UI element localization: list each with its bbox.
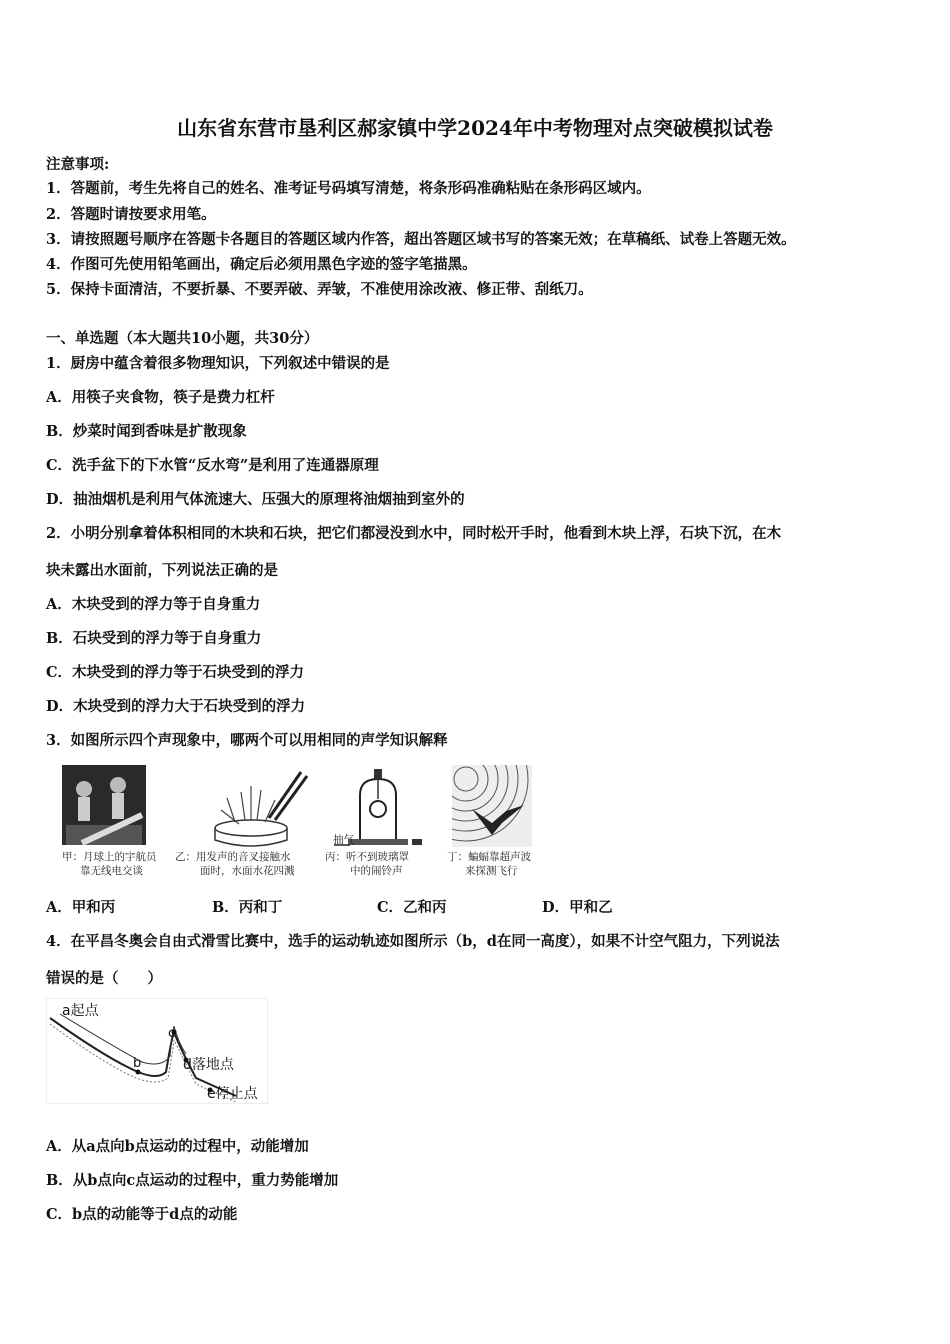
- q2-option-a: A．木块受到的浮力等于自身重力: [46, 596, 261, 613]
- q2-option-c: C．木块受到的浮力等于石块受到的浮力: [46, 664, 305, 681]
- q1-stem: 1．厨房中蕴含着很多物理知识，下列叙述中错误的是: [46, 355, 390, 372]
- astronauts-figure: [62, 765, 146, 845]
- q3-stem: 3．如图所示四个声现象中，哪两个可以用相同的声学知识解释: [46, 732, 448, 749]
- notice-item: 3．请按照题号顺序在答题卡各题目的答题区域内作答，超出答题区域书写的答案无效；在草稿纸、试卷上答题无效。: [46, 231, 796, 248]
- point-a-label: a起点: [62, 1003, 99, 1019]
- point-b-label: b: [133, 1056, 142, 1071]
- q2-option-d: D．木块受到的浮力大于石块受到的浮力: [46, 698, 306, 715]
- q1-option-c: C．洗手盆下的下水管“反水弯”是利用了连通器原理: [46, 457, 379, 474]
- point-e-label: e停止点: [207, 1086, 258, 1102]
- tuning-fork-figure: [205, 762, 315, 848]
- figure-caption: 面时，水面水花四溅: [200, 865, 295, 877]
- figure-caption: 靠无线电交谈: [80, 865, 143, 877]
- figure-caption: 乙：用发声的音叉接触水: [175, 851, 291, 863]
- q4-option-c: C．b点的动能等于d点的动能: [46, 1206, 238, 1223]
- bat-figure: [452, 765, 532, 847]
- notice-item: 4．作图可先使用铅笔画出，确定后必须用黑色字迹的签字笔描黑。: [46, 256, 477, 273]
- q4-option-b: B．从b点向c点运动的过程中，重力势能增加: [46, 1172, 339, 1189]
- section-heading: 一、单选题（本大题共10小题，共30分）: [46, 330, 319, 347]
- figure-caption: 来探测飞行: [465, 865, 518, 877]
- q1-option-a: A．用筷子夹食物，筷子是费力杠杆: [46, 389, 275, 406]
- pump-label: 抽气: [333, 834, 354, 846]
- page-title: 山东省东营市垦利区郝家镇中学2024年中考物理对点突破模拟试卷: [177, 116, 773, 140]
- point-c-label: c: [168, 1026, 176, 1041]
- notice-item: 5．保持卡面清洁，不要折暴、不要弄破、弄皱，不准使用涂改液、修正带、刮纸刀。: [46, 281, 593, 298]
- point-d-label: d落地点: [183, 1057, 234, 1073]
- figure-caption: 丁：蝙蝠靠超声波: [447, 851, 531, 863]
- figure-caption: 甲：月球上的宇航员: [62, 851, 157, 863]
- q4-stem-line1: 4．在平昌冬奥会自由式滑雪比赛中，选手的运动轨迹如图所示（b，d在同一高度），如果不计空气阻力，下列说法: [46, 933, 780, 950]
- q2-option-b: B．石块受到的浮力等于自身重力: [46, 630, 262, 647]
- q3-option-c: C．乙和丙: [377, 899, 447, 916]
- notice-item: 1．答题前，考生先将自己的姓名、准考证号码填写清楚，将条形码准确粘贴在条形码区域内。: [46, 180, 651, 197]
- notice-item: 2．答题时请按要求用笔。: [46, 206, 216, 223]
- q3-option-a: A．甲和丙: [46, 899, 116, 916]
- q4-stem-line2: 错误的是（ ）: [46, 970, 162, 987]
- figure-caption: 中的闹铃声: [350, 865, 403, 877]
- q1-option-b: B．炒菜时闻到香味是扩散现象: [46, 423, 247, 440]
- q1-option-d: D．抽油烟机是利用气体流速大、压强大的原理将油烟抽到室外的: [46, 491, 465, 508]
- q2-stem-line1: 2．小明分别拿着体积相同的木块和石块，把它们都浸没到水中，同时松开手时，他看到木块上浮，石块下沉，在木: [46, 525, 782, 542]
- q4-option-a: A．从a点向b点运动的过程中，动能增加: [46, 1138, 309, 1155]
- q2-stem-line2: 块未露出水面前，下列说法正确的是: [46, 562, 278, 579]
- notice-heading: 注意事项:: [46, 156, 110, 173]
- figure-caption: 丙：听不到玻璃罩: [325, 851, 409, 863]
- q3-option-d: D．甲和乙: [542, 899, 613, 916]
- q3-option-b: B．丙和丁: [212, 899, 283, 916]
